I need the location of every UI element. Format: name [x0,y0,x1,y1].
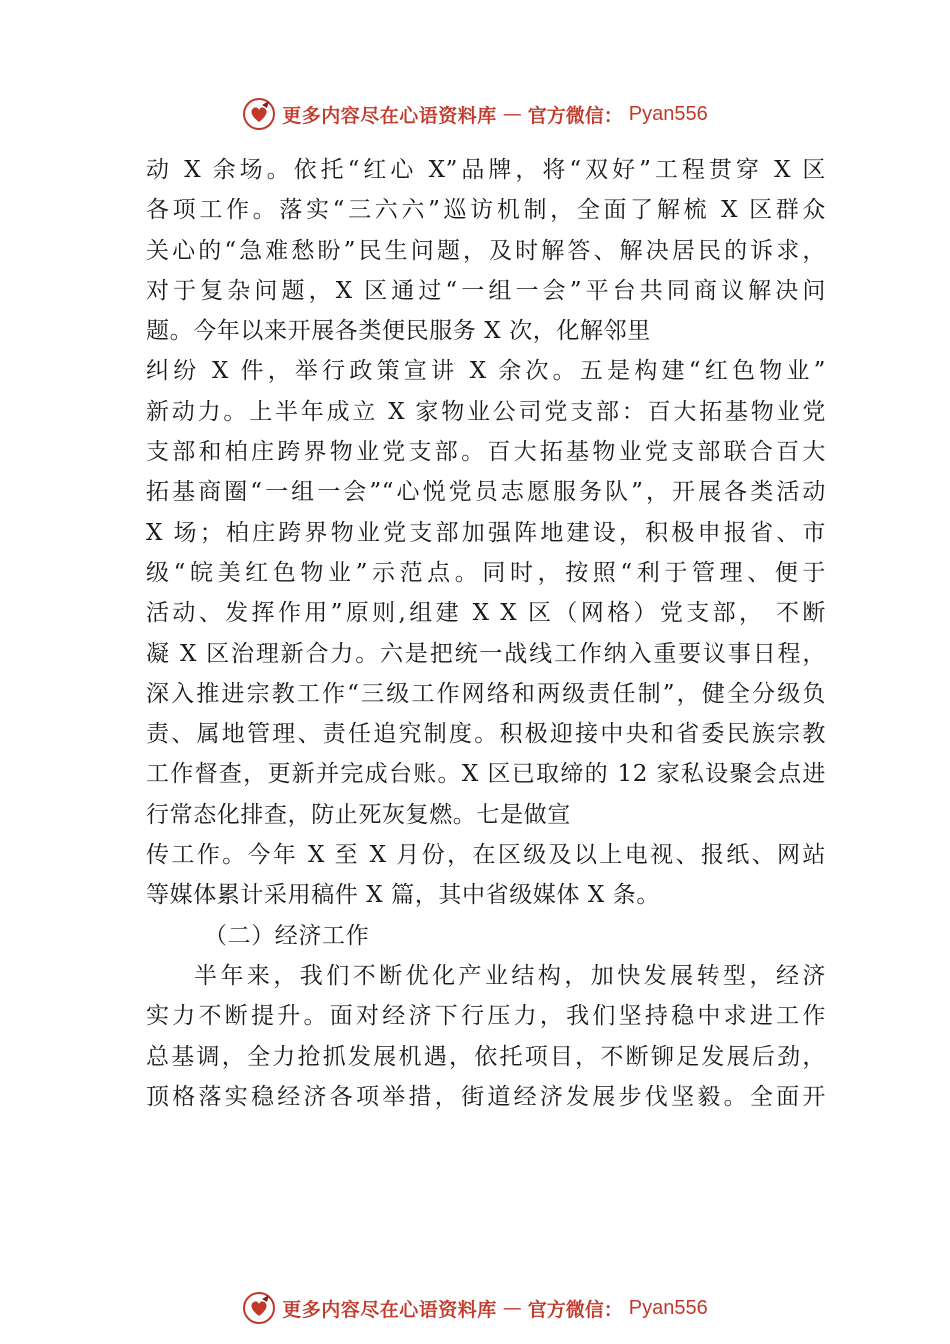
footer-banner [0,1288,950,1328]
body-line: 级“皖美红色物业”示范点。同时，按照“利于管理、便于 [146,559,826,586]
body-line: 支部和柏庄跨界物业党支部。百大拓基物业党支部联合百大 [146,439,826,466]
body-line: 等媒体累计采用稿件 X 篇，其中省级媒体 X 条。 [146,882,660,909]
header-banner [0,94,950,134]
body-line: 纠纷 X 件，举行政策宣讲 X 余次。五是构建“红色物业” [146,358,826,385]
section-line: 总基调，全力抢抓发展机遇，依托项目，不断铆足发展后劲， [146,1043,826,1070]
banner-dash: — [502,103,522,125]
body-line: 工作督查，更新并完成台账。X 区已取缔的 12 家私设聚会点进 [146,761,826,788]
body-line: 活动、发挥作用”原则,组建 X X 区（网格）党支部， 不断 [146,600,826,627]
banner-wechat-id: Pyan556 [628,1296,708,1319]
banner-wechat-label: 官方微信： [527,1298,623,1321]
section-line: 实力不断提升。面对经济下行压力，我们坚持稳中求进工作 [146,1003,826,1030]
body-line: 拓基商圈“一组一会”“心悦党员志愿服务队”，开展各类活动 [146,479,826,506]
body-line: 动 X 余场。依托“红心 X”品牌，将“双好”工程贯穿 X 区 [146,157,826,183]
heart-pen-logo-icon [242,1291,276,1325]
body-line: 关心的“急难愁盼”民生问题，及时解答、解决居民的诉求， [146,237,826,264]
body-line: 凝 X 区治理新合力。六是把统一战线工作纳入重要议事日程， [146,640,826,667]
body-line: 深入推进宗教工作“三级工作网络和两级责任制”，健全分级负 [146,680,826,707]
banner-title: 更多内容尽在心语资料库 [282,1298,497,1321]
body-line: 对于复杂问题，X 区通过“一组一会”平台共同商议解决问 [146,277,826,304]
section-line: 半年来，我们不断优化产业结构，加快发展转型，经济 [194,962,826,989]
header-banner-inner [242,97,708,131]
section-line: 顶格落实稳经济各项举措，街道经济发展步伐坚毅。全面开 [146,1083,826,1110]
body-line: X 场；柏庄跨界物业党支部加强阵地建设，积极申报省、市 [146,519,826,546]
body-line: 传工作。今年 X 至 X 月份，在区级及以上电视、报纸、网站 [146,842,826,869]
body-line: 各项工作。落实“三六六”巡访机制，全面了解梳 X 区群众 [146,197,826,224]
heart-pen-logo-icon [242,97,276,131]
body-line: 责、属地管理、责任追究制度。积极迎接中央和省委民族宗教 [146,721,826,748]
banner-dash: — [502,1297,522,1319]
body-line: 题。今年以来开展各类便民服务 X 次，化解邻里 [146,318,651,345]
footer-banner-inner [242,1291,708,1325]
document-body [146,150,826,1117]
banner-wechat-label: 官方微信： [527,104,623,127]
body-line: 新动力。上半年成立 X 家物业公司党支部：百大拓基物业党 [146,398,826,425]
section-heading: （二）经济工作 [204,922,370,949]
banner-wechat-id: Pyan556 [628,102,708,125]
body-line: 行常态化排查，防止死灰复燃。七是做宣 [146,801,571,828]
banner-title: 更多内容尽在心语资料库 [282,104,497,127]
